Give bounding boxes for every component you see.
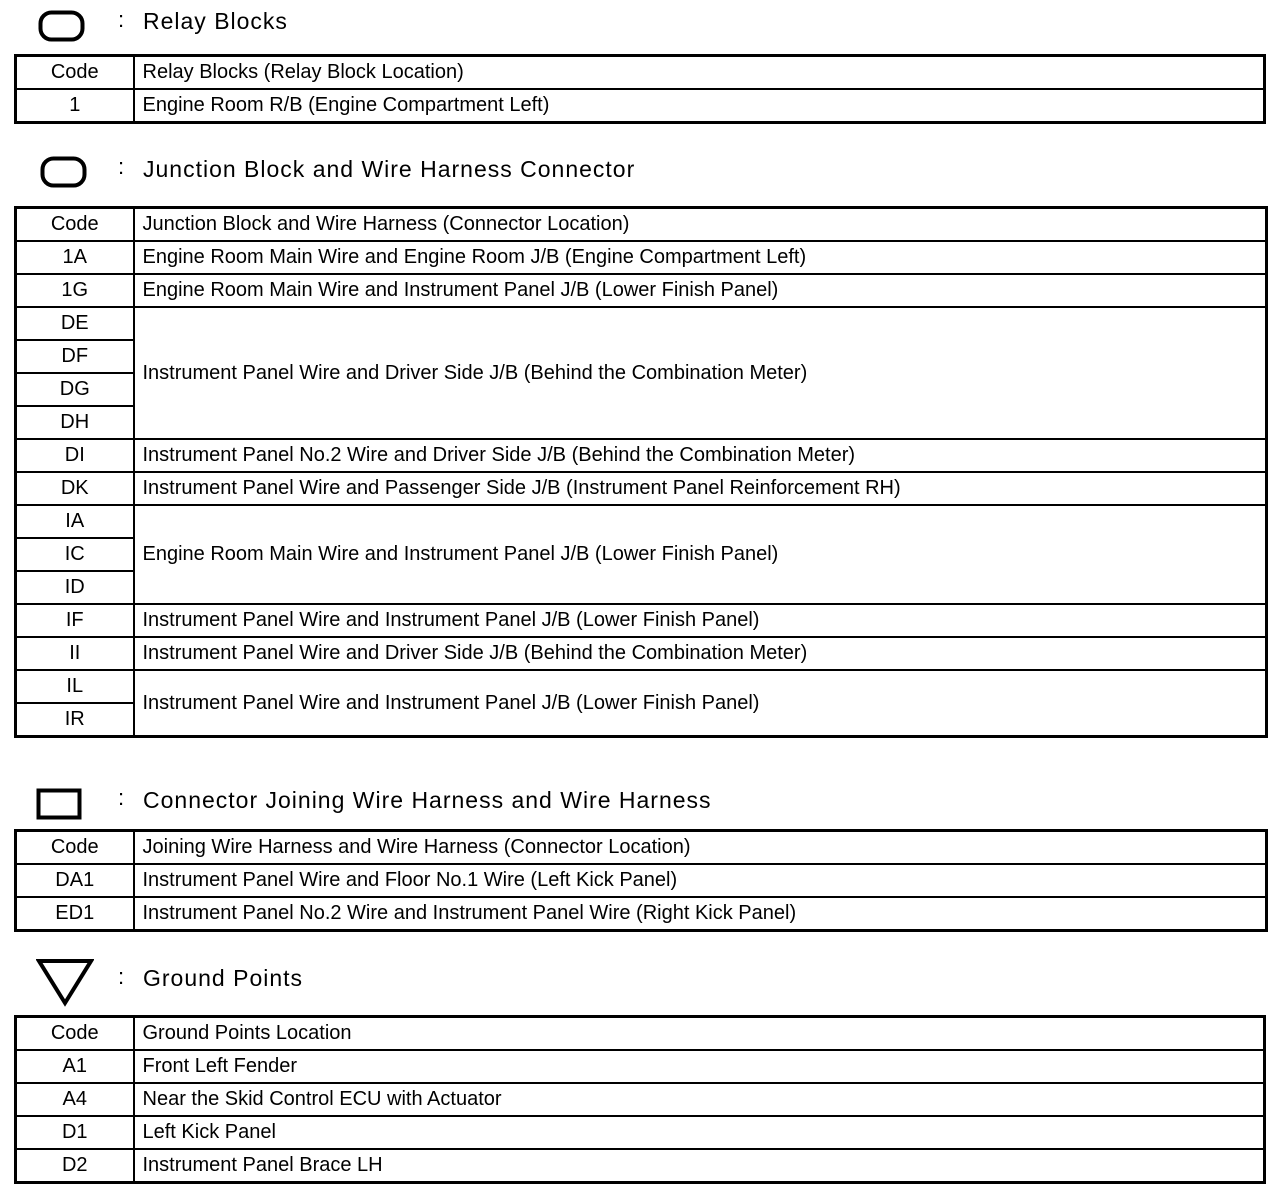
table-row [16,1116,1265,1149]
description-cell: Instrument Panel Wire and Driver Side J/B (Behind the Combination Meter) [134,637,1267,670]
rectangle-icon [36,788,84,822]
description-cell: Engine Room Main Wire and Instrument Panel J/B (Lower Finish Panel) [134,505,1267,604]
code-cell: IL [16,670,134,703]
code-cell: DF [16,340,134,373]
ground-points-heading [0,958,1280,998]
description-header: Ground Points Location [134,1017,1265,1051]
code-cell: DA1 [16,864,134,897]
table-row [16,505,1267,538]
code-cell: D1 [16,1116,134,1149]
code-cell: ID [16,571,134,604]
description-cell: Engine Room R/B (Engine Compartment Left) [134,89,1265,123]
relay-blocks-heading [0,4,1280,44]
rounded-rectangle-icon [40,156,88,188]
code-cell: DK [16,472,134,505]
code-header: Code [16,208,134,242]
description-cell: Instrument Panel Brace LH [134,1149,1265,1183]
colon: : [118,7,125,32]
table-row [16,1083,1265,1116]
code-cell: 1A [16,241,134,274]
description-header: Junction Block and Wire Harness (Connector Location) [134,208,1267,242]
table-header-row [16,56,1265,90]
table-row [16,307,1267,340]
table-row [16,637,1267,670]
table-row [16,670,1267,703]
code-cell: DI [16,439,134,472]
description-header: Relay Blocks (Relay Block Location) [134,56,1265,90]
junction-block-heading [0,152,1280,192]
table-row [16,274,1267,307]
code-cell: IF [16,604,134,637]
code-header: Code [16,1017,134,1051]
description-header: Joining Wire Harness and Wire Harness (Connector Location) [134,831,1267,865]
code-cell: II [16,637,134,670]
ground-points-table [14,1015,1266,1184]
table-row [16,1149,1265,1183]
triangle-down-icon [36,958,94,1008]
table-header-row [16,831,1267,865]
code-cell: DH [16,406,134,439]
description-cell: Instrument Panel Wire and Floor No.1 Wire (Left Kick Panel) [134,864,1267,897]
junction-block-table [14,206,1268,738]
table-row [16,604,1267,637]
colon: : [118,964,125,989]
description-cell: Instrument Panel Wire and Instrument Panel J/B (Lower Finish Panel) [134,670,1267,737]
connector-joining-table [14,829,1268,932]
table-row [16,89,1265,123]
table-row [16,241,1267,274]
rounded-rectangle-icon [38,10,86,42]
description-cell: Instrument Panel Wire and Passenger Side J/B (Instrument Panel Reinforcement RH) [134,472,1267,505]
table-row [16,864,1267,897]
table-row [16,439,1267,472]
description-cell: Instrument Panel No.2 Wire and Driver Side J/B (Behind the Combination Meter) [134,439,1267,472]
code-header: Code [16,831,134,865]
description-cell: Engine Room Main Wire and Engine Room J/B (Engine Compartment Left) [134,241,1267,274]
description-cell: Instrument Panel No.2 Wire and Instrument Panel Wire (Right Kick Panel) [134,897,1267,931]
description-cell: Left Kick Panel [134,1116,1265,1149]
code-cell: ED1 [16,897,134,931]
code-cell: IA [16,505,134,538]
code-cell: IR [16,703,134,737]
section-title: Junction Block and Wire Harness Connector [143,156,636,182]
table-row [16,897,1267,931]
description-cell: Front Left Fender [134,1050,1265,1083]
description-cell: Near the Skid Control ECU with Actuator [134,1083,1265,1116]
code-cell: IC [16,538,134,571]
table-header-row [16,1017,1265,1051]
table-header-row [16,208,1267,242]
colon: : [118,154,125,179]
code-header: Code [16,56,134,90]
table-row [16,472,1267,505]
section-title: Relay Blocks [143,8,288,34]
connector-joining-heading [0,783,1280,823]
description-cell: Engine Room Main Wire and Instrument Panel J/B (Lower Finish Panel) [134,274,1267,307]
code-cell: DG [16,373,134,406]
colon: : [118,785,125,810]
code-cell: A4 [16,1083,134,1116]
description-cell: Instrument Panel Wire and Instrument Panel J/B (Lower Finish Panel) [134,604,1267,637]
section-title: Connector Joining Wire Harness and Wire Harness [143,787,712,813]
code-cell: A1 [16,1050,134,1083]
relay-blocks-table [14,54,1266,124]
code-cell: DE [16,307,134,340]
description-cell: Instrument Panel Wire and Driver Side J/B (Behind the Combination Meter) [134,307,1267,439]
code-cell: 1G [16,274,134,307]
code-cell: 1 [16,89,134,123]
code-cell: D2 [16,1149,134,1183]
section-title: Ground Points [143,965,304,991]
table-row [16,1050,1265,1083]
